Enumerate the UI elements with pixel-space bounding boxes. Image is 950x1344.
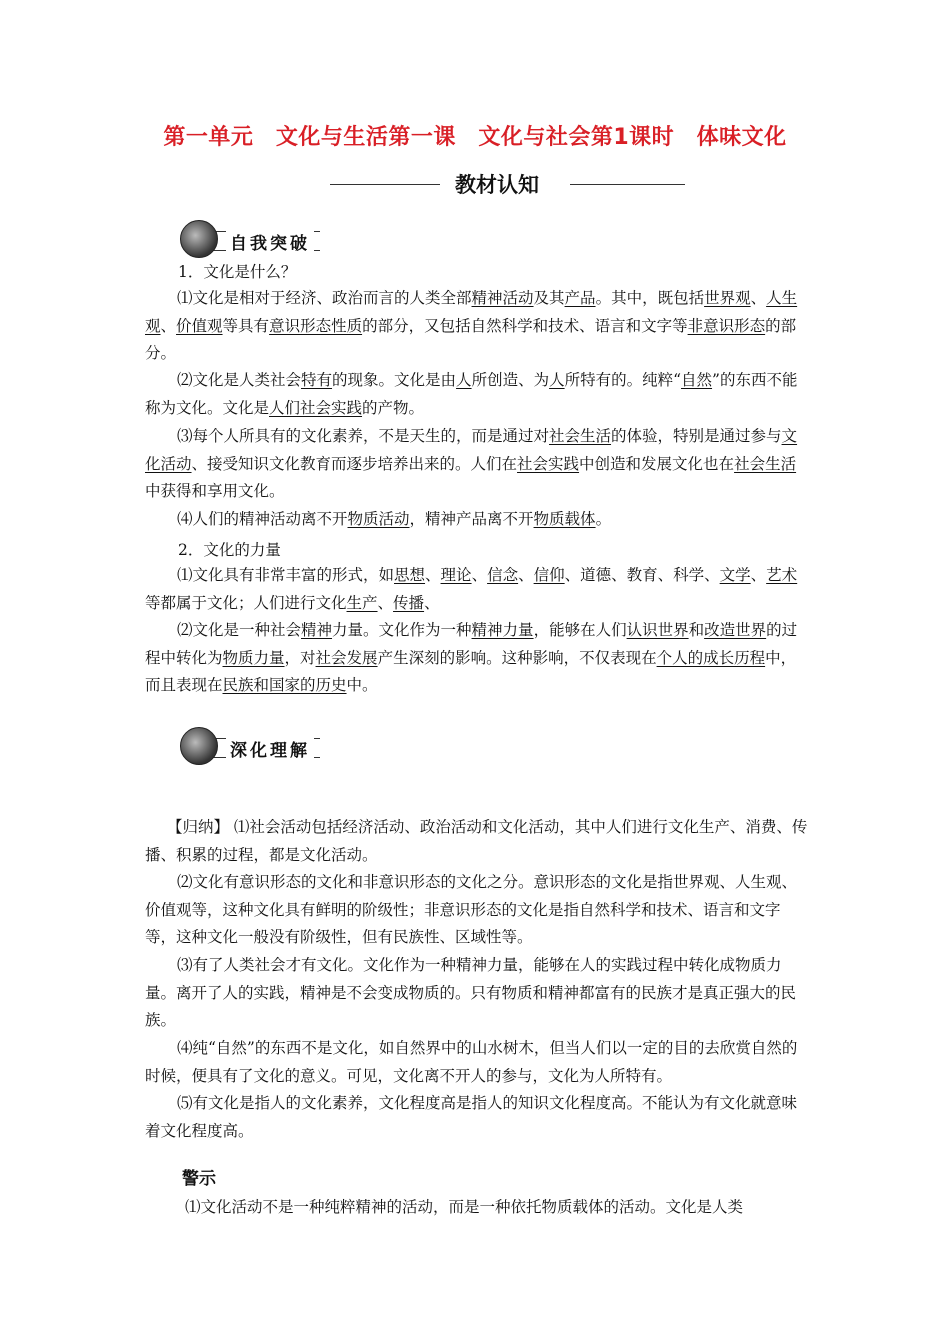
summary-2: ⑵文化有意识形态的文化和非意识形态的文化之分。意识形态的文化是指世界观、人生观、价值观等，这种文化具有鲜明的阶级性；非意识形态的文化是指自然科学和技术、语言和文字等，这种文化一般没有阶级性，但有民族性、区域性等。 xyxy=(145,873,798,946)
subtitle-text: 教材认知 xyxy=(455,173,539,197)
section-badge-self-breakthrough xyxy=(180,220,330,258)
summary-4: ⑷纯“自然”的东西不是文化，如自然界中的山水树木，但当人们以一定的目的去欣赏自然的时候，便具有了文化的意义。可见，文化离不开人的参与，文化为人所特有。 xyxy=(145,1039,798,1085)
paragraph-6: ⑵文化是一种社会精神力量。文化作为一种精神力量，能够在人们认识世界和改造世界的过程中转化为物质力量，对社会发展产生深刻的影响。这种影响，不仅表现在个人的成长历程中，而且表现在民族和国家的历史中。 xyxy=(145,621,798,694)
page-title: 第一单元 文化与生活第一课 文化与社会第1课时 体味文化 xyxy=(163,125,787,150)
question-2: 2．文化的力量 xyxy=(178,541,281,559)
badge-label: 自我突破 xyxy=(226,229,314,254)
warning-heading: 警示 xyxy=(182,1169,216,1189)
divider-left xyxy=(330,184,440,185)
summary-3: ⑶有了人类社会才有文化。文化作为一种精神力量，能够在人的实践过程中转化成物质力量。离开了人的实践，精神是不会变成物质的。只有物质和精神都富有的民族才是真正强大的民族。 xyxy=(145,956,797,1029)
paragraph-4: ⑷人们的精神活动离不开物质活动，精神产品离不开物质载体。 xyxy=(177,510,612,528)
warning-1: ⑴文化活动不是一种纯粹精神的活动，而是一种依托物质载体的活动。文化是人类 xyxy=(185,1198,744,1216)
paragraph-2: ⑵文化是人类社会特有的现象。文化是由人所创造、为人所特有的。纯粹“自然”的东西不能称为文化。文化是人们社会实践的产物。 xyxy=(145,371,798,417)
section-badge-deep-understanding xyxy=(180,727,330,765)
divider-right xyxy=(570,184,685,185)
badge-circle-icon xyxy=(180,220,218,258)
question-1: 1．文化是什么？ xyxy=(178,263,297,281)
summary-5: ⑸有文化是指人的文化素养，文化程度高是指人的知识文化程度高。不能认为有文化就意味着文化程度高。 xyxy=(145,1094,798,1140)
badge-circle-icon xyxy=(180,727,218,765)
paragraph-3: ⑶每个人所具有的文化素养，不是天生的，而是通过对社会生活的体验，特别是通过参与文化活动、接受知识文化教育而逐步培养出来的。人们在社会实践中创造和发展文化也在社会生活中获得和享用文化。 xyxy=(145,427,798,500)
paragraph-1: ⑴文化是相对于经济、政治而言的人类全部精神活动及其产品。其中，既包括世界观、人生观、价值观等具有意识形态性质的部分，又包括自然科学和技术、语言和文字等非意识形态的部分。 xyxy=(145,289,798,362)
badge-label: 深化理解 xyxy=(226,736,314,761)
section-subtitle xyxy=(330,168,685,200)
paragraph-5: ⑴文化具有非常丰富的形式，如思想、理论、信念、信仰、道德、教育、科学、文学、艺术等都属于文化；人们进行文化生产、传播、 xyxy=(145,566,798,612)
summary-1: 【归纳】 ⑴社会活动包括经济活动、政治活动和文化活动，其中人们进行文化生产、消费、传播、积累的过程，都是文化活动。 xyxy=(145,818,808,864)
